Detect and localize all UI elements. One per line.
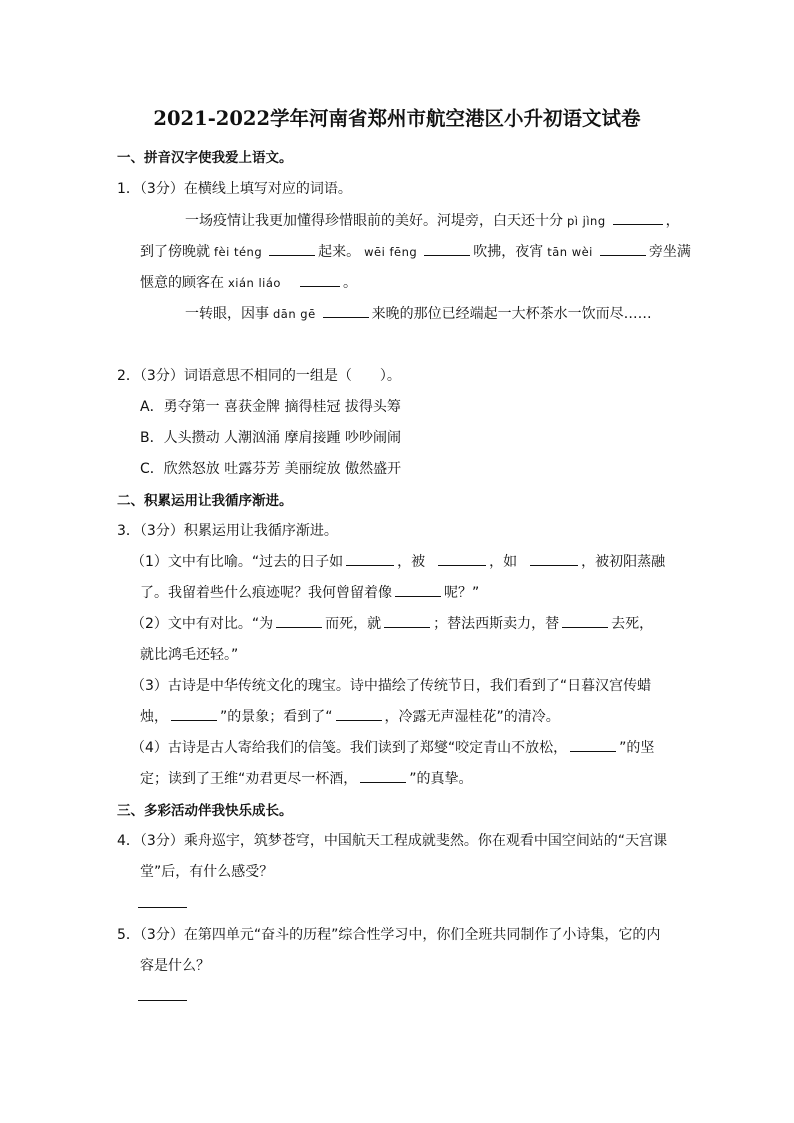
answer-blank[interactable] (562, 613, 608, 628)
answer-blank[interactable] (346, 551, 394, 566)
q4-stem-line2: 堂”后，有什么感受？ (140, 864, 274, 880)
answer-blank[interactable] (323, 303, 369, 318)
q5-stem-line1: 5．（3分）在第四单元“奋斗的历程”综合性学习中，你们全班共同制作了小诗集，它的内 (117, 927, 661, 943)
q1-passage-line-1: 一场疫情让我更加懂得珍惜眼前的美好。河堤旁，白天还十分 pì jìng ， (185, 210, 680, 230)
answer-blank[interactable] (600, 241, 646, 256)
exam-title: 2021-2022学年河南省郑州市航空港区小升初语文试卷 (153, 107, 641, 130)
q1-stem: 1．（3分）在横线上填写对应的词语。 (117, 181, 352, 197)
answer-blank[interactable] (424, 241, 470, 256)
answer-blank[interactable] (384, 613, 430, 628)
pinyin-weifeng: wēi fēng (364, 245, 418, 259)
answer-blank[interactable] (570, 737, 616, 752)
section-2-heading: 二、积累运用让我循序渐进。 (117, 493, 293, 509)
pinyin-feiteng: fèi téng (214, 245, 263, 259)
q3-part3-line2: 烛， ”的景象；看到了“ ，冷露无声湿桂花”的清冷。 (140, 706, 560, 726)
q2-option-b[interactable]: B．人头攒动 人潮汹涌 摩肩接踵 吵吵闹闹 (140, 430, 401, 446)
answer-blank[interactable] (395, 582, 441, 597)
answer-blank[interactable] (613, 210, 663, 225)
section-1-heading: 一、拼音汉字使我爱上语文。 (117, 150, 293, 166)
q4-answer-line[interactable] (138, 907, 187, 908)
q3-part2-line1: （2）文中有对比。“为 而死，就 ；替法西斯卖力，替 去死， (131, 613, 653, 633)
answer-blank[interactable] (269, 241, 315, 256)
q3-part2-line2: 就比鸿毛还轻。” (140, 647, 239, 663)
answer-blank[interactable] (171, 706, 217, 721)
q1-passage-line-4: 一转眼，因事 dān gē 来晚的那位已经端起一大杯茶水一饮而尽…… (185, 303, 652, 323)
q5-answer-line[interactable] (138, 1000, 187, 1001)
q3-part4-line2: 定；读到了王维“劝君更尽一杯酒， ”的真挚。 (140, 768, 473, 788)
answer-blank[interactable] (530, 551, 578, 566)
pinyin-piijing: pì jìng (567, 214, 606, 228)
q3-part1-line2: 了。我留着些什么痕迹呢？我何曾留着像 呢？” (140, 582, 479, 602)
q5-stem-line2: 容是什么？ (140, 958, 210, 974)
q4-stem-line1: 4．（3分）乘舟巡宇，筑梦苍穹，中国航天工程成就斐然。你在观看中国空间站的“天宫课 (117, 833, 668, 849)
q1-passage-line-2: 到了傍晚就 fèi téng 起来。 wēi fēng 吹拂，夜宵 tān wèi 旁坐满 (140, 241, 691, 261)
answer-blank[interactable] (360, 768, 406, 783)
section-3-heading: 三、多彩活动伴我快乐成长。 (117, 803, 293, 819)
q2-stem: 2．（3分）词语意思不相同的一组是（ ）。 (117, 368, 401, 384)
pinyin-dange: dān gē (273, 307, 316, 321)
q1-passage-line-3: 惬意的顾客在 xián liáo 。 (140, 272, 357, 292)
q2-option-c[interactable]: C．欣然怒放 吐露芬芳 美丽绽放 傲然盛开 (140, 461, 402, 477)
answer-blank[interactable] (300, 272, 340, 287)
pinyin-tanwei: tān wèi (547, 245, 593, 259)
answer-blank[interactable] (336, 706, 382, 721)
q3-part1-line1: （1）文中有比喻。“过去的日子如 ，被 ，如 ，被初阳蒸融 (131, 551, 665, 571)
pinyin-xianliao: xián liáo (228, 276, 281, 290)
answer-blank[interactable] (276, 613, 322, 628)
q3-part4-line1: （4）古诗是古人寄给我们的信笺。我们读到了郑燮“咬定青山不放松， ”的坚 (131, 737, 654, 757)
q3-part3-line1: （3）古诗是中华传统文化的瑰宝。诗中描绘了传统节日，我们看到了“日暮汉宫传蜡 (131, 678, 652, 694)
answer-blank[interactable] (438, 551, 486, 566)
q2-option-a[interactable]: A．勇夺第一 喜获金牌 摘得桂冠 拔得头筹 (140, 399, 401, 415)
q3-stem: 3．（3分）积累运用让我循序渐进。 (117, 523, 338, 539)
